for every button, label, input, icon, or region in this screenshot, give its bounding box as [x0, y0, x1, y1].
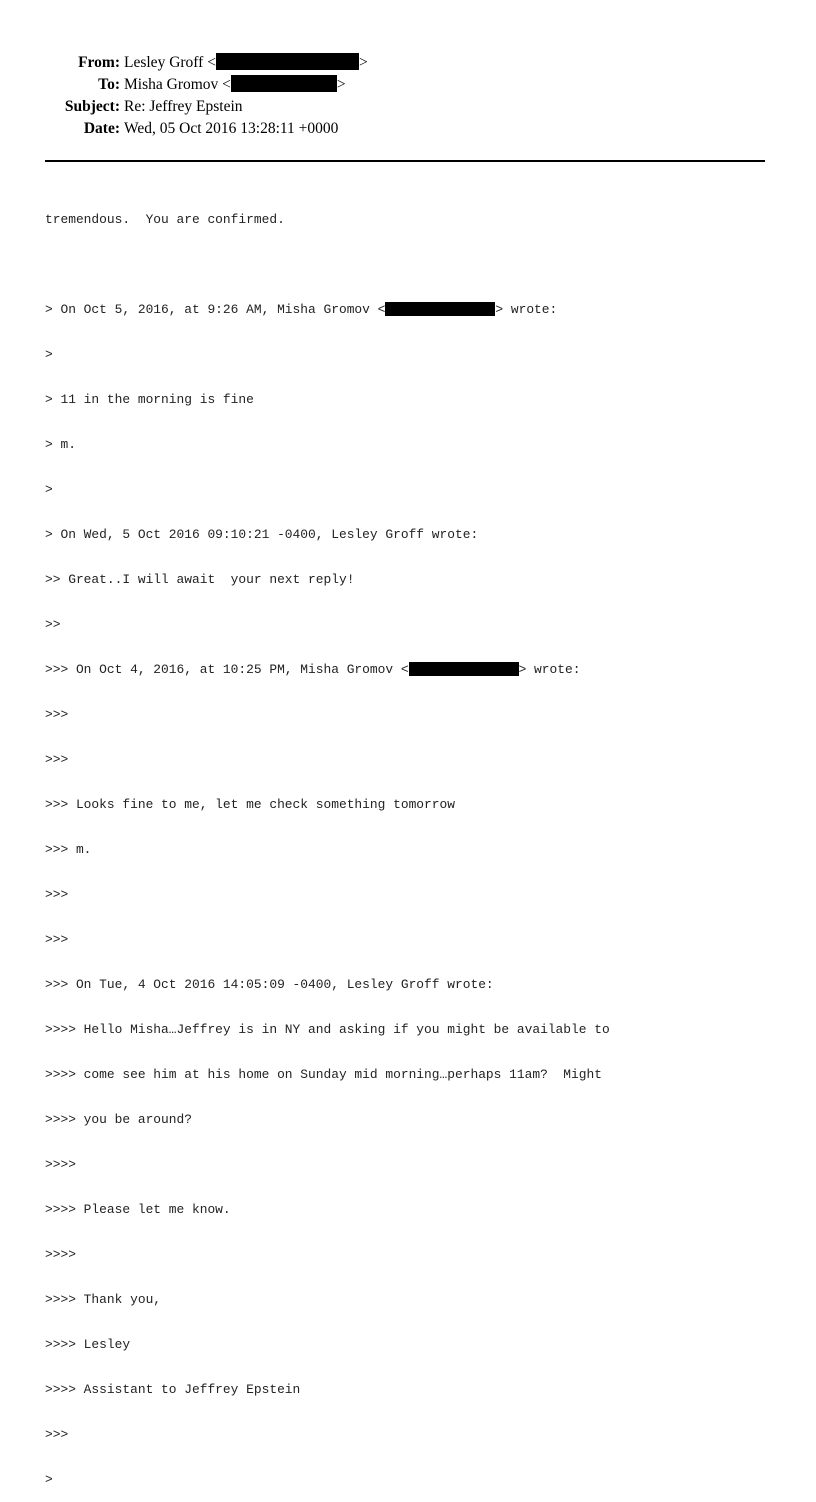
redacted-email-block — [385, 302, 495, 316]
redacted-email-block — [216, 53, 359, 70]
redacted-email-block — [231, 75, 337, 92]
subject-label: Subject: — [64, 98, 120, 115]
body-line: > — [45, 482, 53, 497]
body-line: >>>> — [45, 1157, 76, 1172]
from-value — [124, 52, 368, 74]
body-line: > — [45, 1472, 53, 1487]
date-label: Date: — [83, 120, 120, 137]
from-name: Lesley Groff < — [124, 54, 216, 71]
body-line: >>> m. — [45, 842, 92, 857]
body-line: >>> — [45, 752, 69, 767]
body-line: >>>> Thank you, — [45, 1292, 162, 1307]
subject-value: Re: Jeffrey Epstein — [124, 98, 243, 115]
from-label: From: — [78, 54, 120, 71]
body-line: >>>> come see him at his home on Sunday mid morning…perhaps 11am? Might — [45, 1067, 602, 1082]
body-line: >>>> Assistant to Jeffrey Epstein — [45, 1382, 301, 1397]
body-line-text: >>> On Oct 4, 2016, at 10:25 PM, Misha Gromov < — [45, 662, 409, 677]
from-close: > — [358, 54, 368, 71]
body-line-text: > wrote: — [495, 302, 558, 317]
body-line: > — [45, 347, 53, 362]
body-line — [45, 662, 610, 677]
body-line: > On Wed, 5 Oct 2016 09:10:21 -0400, Lesley Groff wrote: — [45, 527, 479, 542]
body-line: >>> Looks fine to me, let me check something tomorrow — [45, 797, 455, 812]
body-line: >>>> you be around? — [45, 1112, 192, 1127]
body-line: > 11 in the morning is fine — [45, 392, 254, 407]
body-line: >>>> Please let me know. — [45, 1202, 231, 1217]
body-line: >>> — [45, 887, 69, 902]
body-line-text: > wrote: — [518, 662, 581, 677]
body-line: tremendous. You are confirmed. — [45, 212, 285, 227]
body-line: >>> On Tue, 4 Oct 2016 14:05:09 -0400, Lesley Groff wrote: — [45, 977, 494, 992]
body-line: >>> — [45, 932, 69, 947]
body-line: >> Great..I will await your next reply! — [45, 572, 355, 587]
to-value — [124, 74, 346, 96]
body-line: >> — [45, 617, 61, 632]
to-name: Misha Gromov < — [124, 76, 231, 93]
body-line: > m. — [45, 437, 76, 452]
redacted-email-block — [409, 662, 519, 676]
body-line — [45, 302, 610, 317]
email-body — [45, 182, 610, 1502]
body-line-text: > On Oct 5, 2016, at 9:26 AM, Misha Gromov < — [45, 302, 386, 317]
date-value: Wed, 05 Oct 2016 13:28:11 +0000 — [124, 120, 339, 137]
body-line: >>>> Hello Misha…Jeffrey is in NY and asking if you might be available to — [45, 1022, 610, 1037]
header-divider — [45, 160, 765, 162]
body-line: >>> — [45, 707, 69, 722]
body-line: >>>> — [45, 1247, 76, 1262]
body-line: >>> — [45, 1427, 69, 1442]
to-label: To: — [98, 76, 120, 93]
body-line: >>>> Lesley — [45, 1337, 131, 1352]
to-close: > — [336, 76, 346, 93]
